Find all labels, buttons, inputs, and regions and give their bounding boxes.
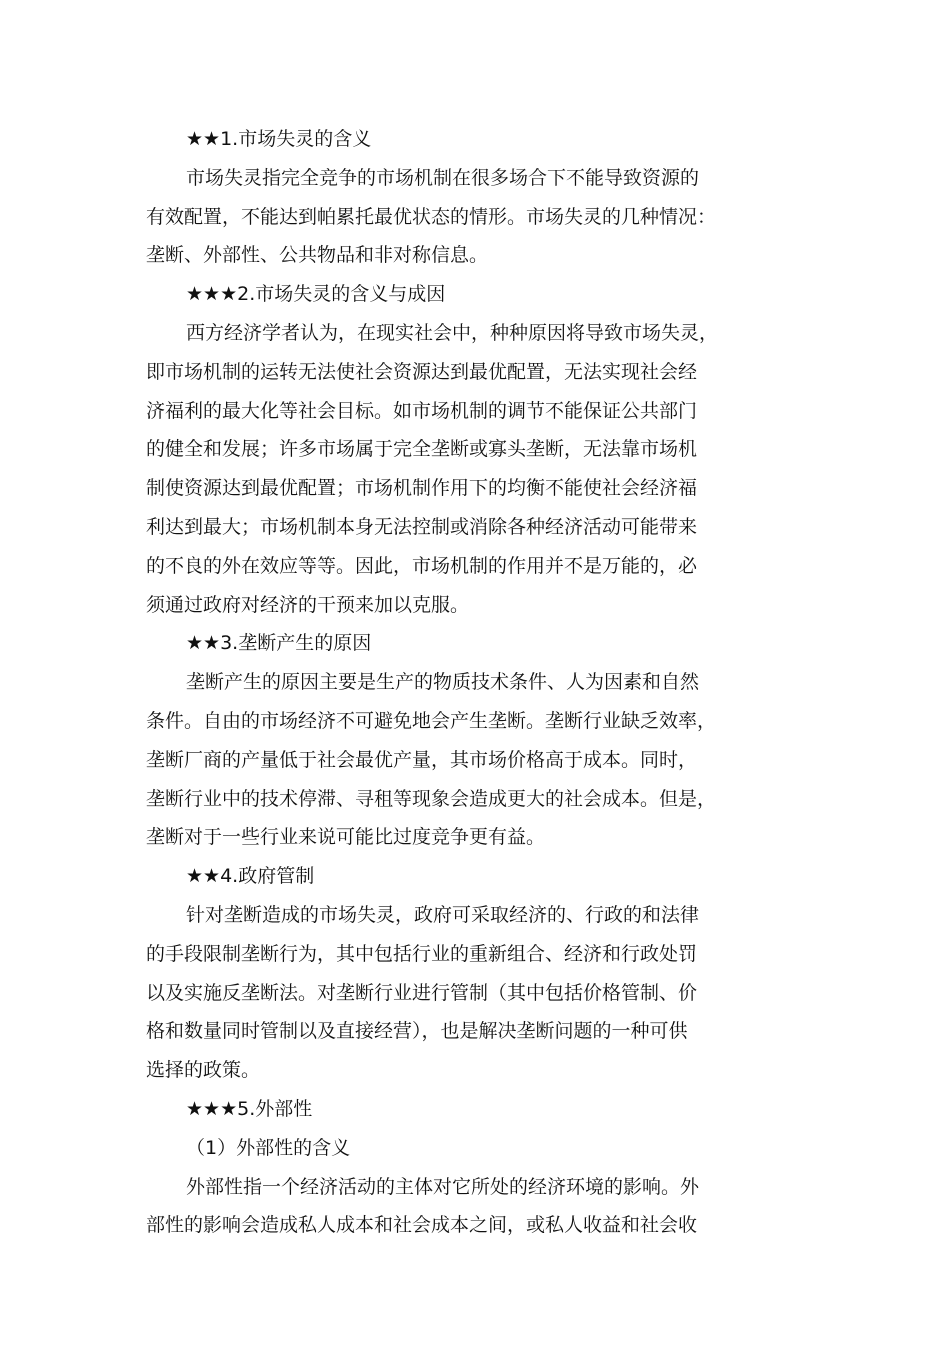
paragraph-line: 利达到最大；市场机制本身无法控制或消除各种经济活动可能带来 — [146, 515, 698, 538]
paragraph-line: 的手段限制垄断行为，其中包括行业的重新组合、经济和行政处罚 — [146, 942, 698, 965]
paragraph-line: 针对垄断造成的市场失灵，政府可采取经济的、行政的和法律 — [186, 903, 700, 926]
subsection-heading: （1）外部性的含义 — [186, 1136, 351, 1159]
paragraph-line: 选择的政策。 — [146, 1059, 261, 1082]
section-heading-1: ★★1.市场失灵的含义 — [186, 128, 372, 150]
paragraph-line: 有效配置，不能达到帕累托最优状态的情形。市场失灵的几种情况： — [146, 205, 717, 228]
document-body — [146, 120, 758, 1245]
paragraph-line: 西方经济学者认为，在现实社会中，种种原因将导致市场失灵， — [186, 321, 719, 344]
paragraph-line: 制使资源达到最优配置；市场机制作用下的均衡不能使社会经济福 — [146, 477, 698, 500]
paragraph-line: 市场失灵指完全竞争的市场机制在很多场合下不能导致资源的 — [186, 166, 700, 189]
paragraph-line: 垄断对于一些行业来说可能比过度竞争更有益。 — [146, 826, 546, 849]
section-heading-5: ★★★5.外部性 — [186, 1097, 313, 1120]
paragraph-line: 的健全和发展；许多市场属于完全垄断或寡头垄断，无法靠市场机 — [146, 438, 698, 461]
paragraph-line: 格和数量同时管制以及直接经营），也是解决垄断问题的一种可供 — [146, 1020, 688, 1043]
section-heading-3: ★★3.垄断产生的原因 — [186, 632, 372, 655]
section-heading-2: ★★★2.市场失灵的含义与成因 — [186, 283, 446, 306]
paragraph-line: 济福利的最大化等社会目标。如市场机制的调节不能保证公共部门 — [146, 399, 698, 422]
paragraph-line: 条件。自由的市场经济不可避免地会产生垄断。垄断行业缺乏效率， — [146, 709, 717, 732]
paragraph-line: 部性的影响会造成私人成本和社会成本之间，或私人收益和社会收 — [146, 1214, 698, 1237]
paragraph-line: 须通过政府对经济的干预来加以克服。 — [146, 593, 470, 616]
paragraph-line: 的不良的外在效应等等。因此，市场机制的作用并不是万能的，必 — [146, 554, 698, 577]
paragraph-line: 垄断行业中的技术停滞、寻租等现象会造成更大的社会成本。但是， — [146, 787, 717, 810]
paragraph-line: 垄断产生的原因主要是生产的物质技术条件、人为因素和自然 — [186, 671, 700, 694]
paragraph-line: 以及实施反垄断法。对垄断行业进行管制（其中包括价格管制、价 — [146, 981, 698, 1004]
paragraph-line: 即市场机制的运转无法使社会资源达到最优配置，无法实现社会经 — [146, 360, 698, 383]
paragraph-line: 外部性指一个经济活动的主体对它所处的经济环境的影响。外 — [186, 1175, 700, 1198]
paragraph-line: 垄断厂商的产量低于社会最优产量，其市场价格高于成本。同时， — [146, 748, 698, 771]
section-heading-4: ★★4.政府管制 — [186, 865, 315, 888]
paragraph-line: 垄断、外部性、公共物品和非对称信息。 — [146, 244, 489, 267]
